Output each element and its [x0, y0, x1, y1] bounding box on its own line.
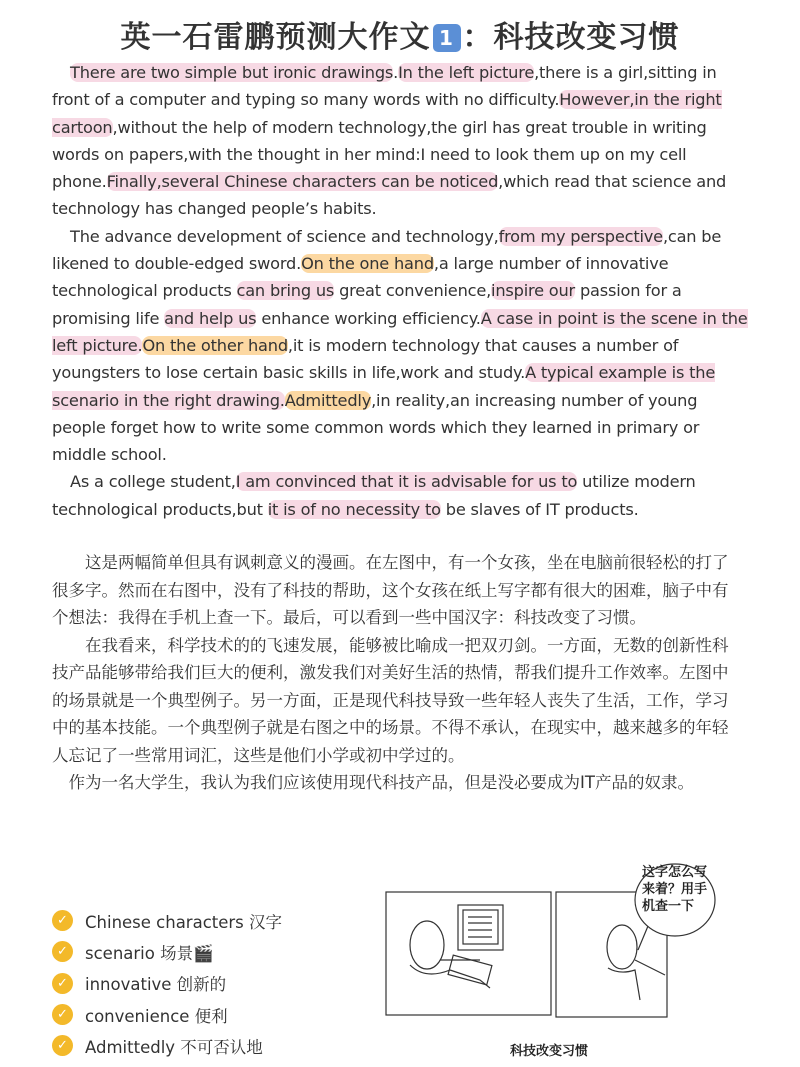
check-icon: ✓ — [52, 1035, 73, 1056]
text-segment: As a college student, — [70, 472, 236, 492]
highlight-pink: In the left picture — [398, 63, 535, 82]
highlight-pink: There are two simple but ironic drawings — [70, 63, 394, 82]
vocab-item: ✓ Admittedly 不可否认地 — [52, 1030, 332, 1061]
page-title: 英一石雷鹏预测大作文 1 ：科技改变习惯 — [120, 20, 680, 55]
en-paragraph-1 — [52, 59, 752, 223]
highlight-pink: from my perspective — [498, 226, 663, 246]
english-essay — [52, 59, 752, 523]
en-paragraph-2 — [52, 223, 752, 469]
text-segment: be slaves of IT products. — [440, 499, 639, 519]
text-segment: . — [393, 63, 399, 82]
highlight-pink: A case in point is the scene in the left picture. — [52, 308, 748, 355]
highlight-pink: I am convinced that it is advisable for us to — [235, 472, 578, 492]
highlight-orange: On the one hand — [301, 254, 434, 274]
cartoon-caption: 科技改变习惯 — [510, 1044, 589, 1059]
text-segment: ,which read that science and technology has changed people’s habits. — [52, 172, 727, 219]
highlight-pink: A typical example is the scenario in the right drawing. — [52, 363, 716, 410]
zh-paragraph-1: 这是两幅简单但具有讽刺意义的漫画。在左图中，有一个女孩，坐在电脑前很轻松的打了很多字。然而在右图中，没有了科技的帮助，这个女孩在纸上写字都有很大的困难，脑子中有个想法：我得在手机上查一下。最后，可以看到一些中国汉字：科技改变了习惯。 — [52, 553, 729, 627]
text-segment: ,there is a girl,sitting in front of a computer and typing so many words with no difficulty. — [52, 63, 717, 110]
cartoon-drawing — [380, 860, 800, 1067]
text-segment: passion for a promising life — [52, 281, 682, 328]
text-segment: ,can be likened to double-edged sword. — [52, 226, 722, 274]
chinese-translation — [52, 549, 742, 797]
zh-paragraph-3: 作为一名大学生，我认为我们应该使用现代科技产品，但是没必要成为IT产品的奴隶。 — [68, 773, 694, 792]
check-icon: ✓ — [52, 941, 73, 962]
en-paragraph-3 — [52, 468, 752, 523]
check-icon: ✓ — [52, 1004, 73, 1025]
highlight-pink: and help us — [164, 308, 257, 328]
text-segment: ,in reality,an increasing number of young people forget how to write some common words which they learned in primary or middle school. — [52, 390, 700, 465]
cartoon-illustration — [380, 860, 800, 1067]
text-segment: enhance working efficiency. — [256, 308, 481, 328]
zh-paragraph-2: 在我看来，科学技术的的飞速发展，能够被比喻成一把双刃剑。一方面，无数的创新性科技产品能够带给我们巨大的便利，激发我们对美好生活的热情，帮我们提升工作效率。左图中的场景就是一个典型例子。另一方面，正是现代科技导致一些年轻人丧失了生活，工作，学习中的基本技能。一个典型例子就是右图之中的场景。不得不承认，在现实中，越来越多的年轻人忘记了一些常用词汇，这些是他们小学或初中学过的。 — [52, 635, 729, 765]
highlight-pink: inspire our — [491, 281, 576, 301]
vocab-item: ✓ convenience 便利 — [52, 999, 332, 1030]
text-segment: ,it is modern technology that causes a number of youngsters to lose certain basic skills in life,work and study. — [52, 335, 679, 383]
highlight-orange: Admittedly — [284, 390, 372, 410]
vocab-list — [52, 905, 332, 1061]
highlight-pink: it is of no necessity to — [267, 499, 441, 519]
vocab-item: ✓ innovative 创新的 — [52, 968, 332, 999]
text-segment: The advance development of science and technology, — [70, 226, 499, 246]
highlight-pink: However,in the right cartoon — [52, 90, 722, 137]
highlight-orange: On the other hand — [142, 335, 288, 355]
vocab-item: ✓ scenario 场景🎬 — [52, 936, 332, 967]
text-segment: great convenience, — [334, 281, 492, 301]
number-badge: 1 — [433, 24, 461, 52]
text-segment: ,without the help of modern technology,the girl has great trouble in writing words on papers,with the thought in her mind:I need to look them up on my cell phone. — [52, 117, 707, 192]
text-segment: utilize modern technological products,but — [52, 472, 696, 519]
vocab-item: ✓ Chinese characters 汉字 — [52, 905, 332, 936]
highlight-pink: Finally,several Chinese characters can be noticed — [106, 172, 499, 192]
check-icon: ✓ — [52, 910, 73, 931]
check-icon: ✓ — [52, 973, 73, 994]
text-segment: ,a large number of innovative technological products — [52, 254, 669, 301]
speech-bubble-text: 这字怎么写来着？用手机查一下 — [642, 865, 708, 914]
highlight-pink: can bring us — [236, 281, 335, 301]
